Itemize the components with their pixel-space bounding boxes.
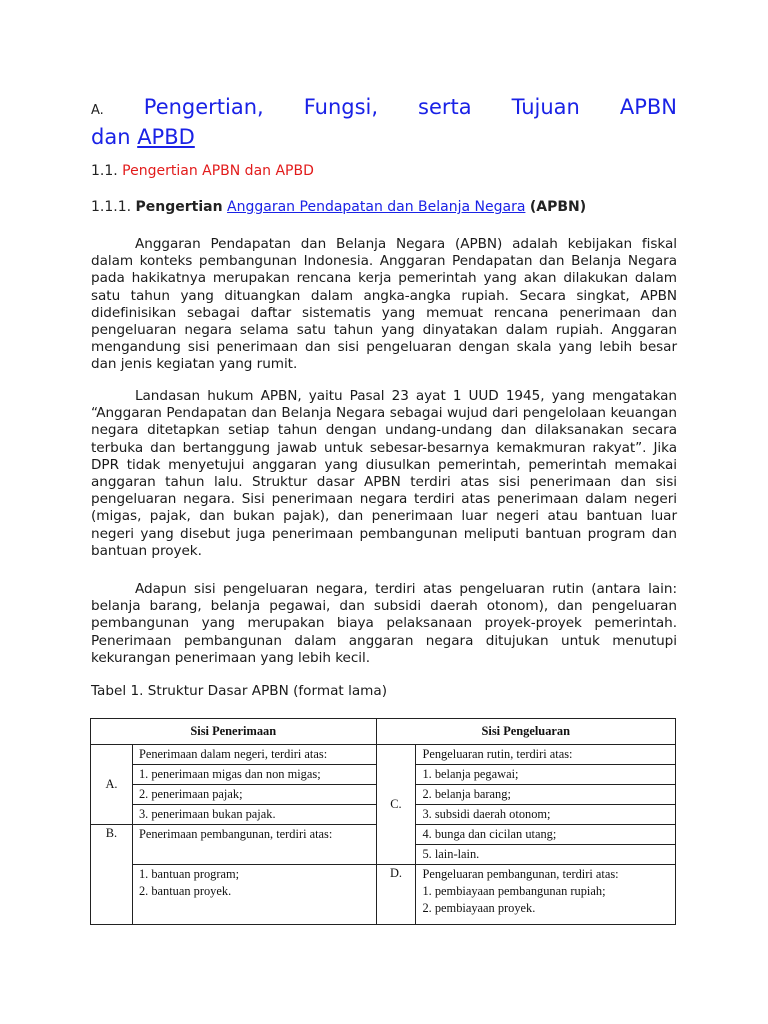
label-b: B. bbox=[91, 825, 133, 925]
table-row bbox=[91, 865, 676, 925]
table-caption: Tabel 1. Struktur Dasar APBN (format lama) bbox=[91, 683, 388, 699]
b-item-2: 2. bantuan proyek. bbox=[138, 884, 232, 898]
paragraph-2: Landasan hukum APBN, yaitu Pasal 23 ayat 1 UUD 1945, yang mengatakan “Anggaran Pendapatan dan Belanja Negara sebagai wujud dari pengelolaan keuangan negara ditetapkan setiap tahun dengan undang-undang dan dilaksanakan secara terbuka dan bertanggung jawab untuk sebesar-besarnya kemakmuran rakyat”. Jika DPR tidak menyetujui anggaran yang diusulkan pemerintah, pemerintah memakai anggaran tahun lalu. Struktur dasar APBN terdiri atas sisi penerimaan dan sisi pengeluaran negara. Sisi penerimaan negara terdiri atas penerimaan dalam negeri (migas, pajak, dan bukan pajak), dan penerimaan luar negeri atau bantuan luar negeri yang disebut juga penerimaan pembangunan meliputi bantuan program dan bantuan proyek. bbox=[91, 388, 677, 559]
apbn-structure-table bbox=[90, 718, 676, 925]
title-line-2-text: dan bbox=[91, 125, 138, 149]
d-cell bbox=[416, 865, 676, 925]
d-item-1: 1. pembiayaan pembangunan rupiah; bbox=[422, 884, 606, 898]
table-header-row bbox=[91, 719, 676, 745]
c-item-3: 3. subsidi daerah otonom; bbox=[416, 805, 676, 825]
d-heading: Pengeluaran pembangunan, terdiri atas: bbox=[422, 867, 619, 881]
c-heading: Pengeluaran rutin, terdiri atas: bbox=[416, 745, 676, 765]
a-item-1: 1. penerimaan migas dan non migas; bbox=[132, 765, 376, 785]
a-item-3: 3. penerimaan bukan pajak. bbox=[132, 805, 376, 825]
label-c: C. bbox=[376, 745, 416, 865]
b-heading: Penerimaan pembangunan, terdiri atas: bbox=[132, 825, 376, 865]
c-item-1: 1. belanja pegawai; bbox=[416, 765, 676, 785]
apbn-definition-link[interactable]: Anggaran Pendapatan dan Belanja Negara bbox=[227, 199, 526, 215]
b-item-1: 1. bantuan program; bbox=[138, 867, 240, 881]
label-a: A. bbox=[91, 745, 133, 825]
b-items bbox=[132, 865, 376, 925]
section-number: 1.1. bbox=[91, 163, 118, 179]
d-item-2: 2. pembiayaan proyek. bbox=[422, 901, 536, 915]
section-heading bbox=[91, 163, 314, 179]
subsection-number: 1.1.1. bbox=[91, 199, 132, 215]
title-line-1: Pengertian, Fungsi, serta Tujuan APBN bbox=[143, 95, 677, 119]
a-item-2: 2. penerimaan pajak; bbox=[132, 785, 376, 805]
c-item-2: 2. belanja barang; bbox=[416, 785, 676, 805]
main-title bbox=[91, 92, 677, 126]
c-item-4: 4. bunga dan cicilan utang; bbox=[416, 825, 676, 845]
header-sisi-penerimaan: Sisi Penerimaan bbox=[91, 719, 377, 745]
header-sisi-pengeluaran: Sisi Pengeluaran bbox=[376, 719, 675, 745]
title-prefix: A. bbox=[91, 103, 104, 118]
apbd-title-link[interactable]: APBD bbox=[137, 125, 195, 149]
a-heading: Penerimaan dalam negeri, terdiri atas: bbox=[132, 745, 376, 765]
c-item-5: 5. lain-lain. bbox=[416, 845, 676, 865]
paragraph-3: Adapun sisi pengeluaran negara, terdiri atas pengeluaran rutin (antara lain: belanja barang, belanja pegawai, dan subsidi daerah otonom), dan pengeluaran pembangunan yang merupakan biaya pelaksanaan proyek-proyek pemerintah. Penerimaan pembangunan dalam anggaran negara ditujukan untuk menutupi kekurangan penerimaan yang lebih kecil. bbox=[91, 581, 677, 666]
table-row bbox=[91, 745, 676, 765]
subsection-bold-after: (APBN) bbox=[529, 199, 587, 215]
paragraph-1: Anggaran Pendapatan dan Belanja Negara (APBN) adalah kebijakan fiskal dalam konteks pembangunan Indonesia. Anggaran Pendapatan dan Belanja Negara pada hakikatnya merupakan rencana kerja pemerintah yang akan dilakukan dalam satu tahun yang dituangkan dalam angka-angka rupiah. Secara singkat, APBN didefinisikan sebagai daftar sistematis yang memuat rencana penerimaan dan pengeluaran negara selama satu tahun yang dinyatakan dalam rupiah. Anggaran mengandung sisi penerimaan dan sisi pengeluaran dengan skala yang lebih besar dan jenis kegiatan yang rumit. bbox=[91, 236, 677, 373]
subsection-bold-before: Pengertian bbox=[135, 199, 223, 215]
main-title-line-2 bbox=[91, 122, 195, 152]
section-label: Pengertian APBN dan APBD bbox=[122, 163, 314, 179]
subsection-heading bbox=[91, 199, 586, 215]
label-d: D. bbox=[376, 865, 416, 925]
